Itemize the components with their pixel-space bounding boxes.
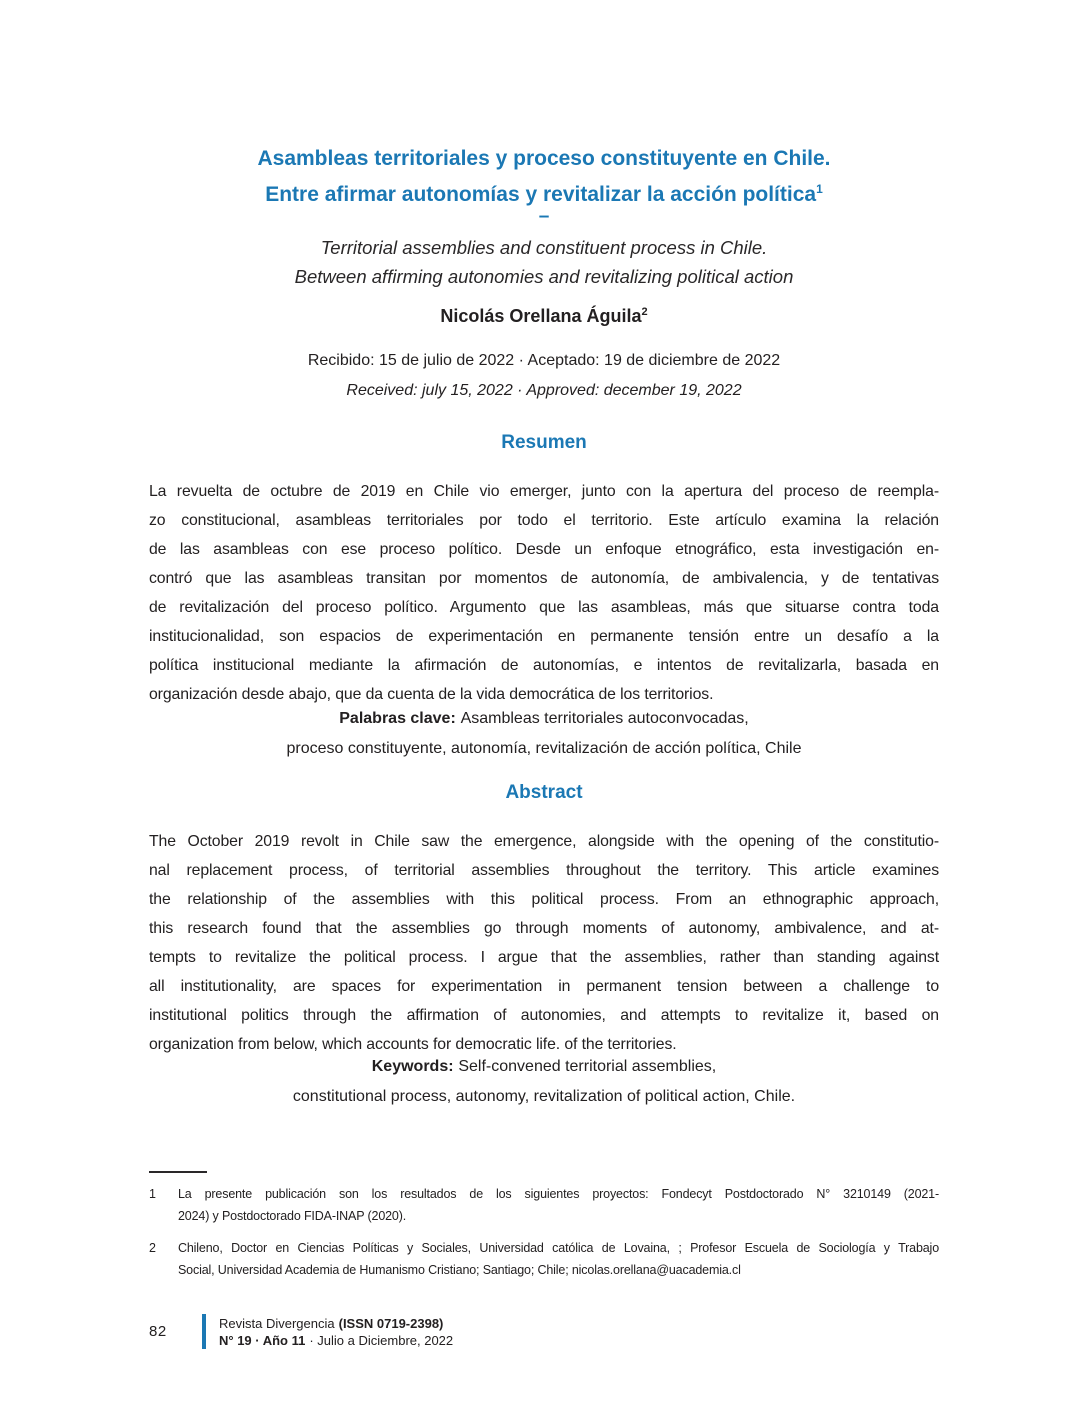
footer-line1 <box>219 1315 453 1332</box>
text-line: tempts to revitalize the political process. I argue that the assemblies, rather than standing against <box>149 949 939 966</box>
page-number: 82 <box>149 1323 167 1340</box>
journal-issn: (ISSN 0719-2398) <box>338 1315 444 1331</box>
keywords-en-text1: Self-convened territorial assemblies, <box>458 1058 717 1075</box>
keywords-es-line1 <box>149 704 939 734</box>
footnote-rule <box>149 1171 207 1173</box>
text-line: política institucional mediante la afirmación de autonomías, e intentos de revitalizarla, basada en <box>149 657 939 674</box>
text-line: the relationship of the assemblies with this political process. From an ethnographic approach, <box>149 891 939 908</box>
text-line: de las asambleas con ese proceso político. Desde un enfoque etnográfico, esta investigación en- <box>149 541 939 558</box>
title-footnote-ref: 1 <box>816 182 823 196</box>
footnote-1-number: 1 <box>149 1187 156 1201</box>
text-line: this research found that the assemblies go through moments of autonomy, ambivalence, and at- <box>149 920 939 937</box>
title-en-line2: Between affirming autonomies and revitalizing political action <box>294 266 794 287</box>
keywords-es-text1: Asambleas territoriales autoconvocadas, <box>460 710 749 727</box>
keywords-en-line2: constitutional process, autonomy, revitalization of political action, Chile. <box>292 1087 796 1105</box>
keywords-es-block <box>149 704 939 763</box>
footer-journal-info <box>219 1315 453 1349</box>
text-line: zo constitucional, asambleas territoriales por todo el territorio. Este artículo examina la relación <box>149 512 939 529</box>
footnote-1-text <box>178 1183 939 1227</box>
text-line: all institutionality, are spaces for experimentation in permanent tension between a challenge to <box>149 978 939 995</box>
keywords-en-line1 <box>149 1052 939 1082</box>
keywords-en-block <box>149 1052 939 1111</box>
page-footer <box>149 1314 939 1349</box>
title-en-line1: Territorial assemblies and constituent process in Chile. <box>320 237 768 258</box>
keywords-es-line2: proceso constituyente, autonomía, revitalización de acción política, Chile <box>286 739 802 757</box>
text-line: 2024) y Postdoctorado FIDA-INAP (2020). <box>178 1209 407 1223</box>
title-es-line1 <box>149 144 939 174</box>
resumen-paragraph <box>149 477 939 709</box>
author-footnote-ref: 2 <box>641 306 648 318</box>
issue-period: · Julio a Diciembre, 2022 <box>309 1332 454 1348</box>
text-line: organización desde abajo, que da cuenta de la vida democrática de los territorios. <box>149 686 714 703</box>
text-line: nal replacement process, of territorial assemblies throughout the territory. This article examines <box>149 862 939 879</box>
title-es-line2-text: Entre afirmar autonomías y revitalizar la acción política <box>265 183 817 206</box>
text-line: The October 2019 revolt in Chile saw the emergence, alongside with the opening of the constitutio- <box>149 833 939 850</box>
received-accepted-en: Received: july 15, 2022 · Approved: december 19, 2022 <box>346 382 742 399</box>
title-es-line1-text: Asambleas territoriales y proceso constituyente en Chile. <box>257 147 831 170</box>
resumen-heading: Resumen <box>501 432 587 453</box>
received-accepted-es: Recibido: 15 de julio de 2022 · Aceptado: 19 de diciembre de 2022 <box>307 352 781 369</box>
article-title-es <box>149 144 939 210</box>
footnote-1 <box>149 1183 939 1227</box>
text-line: institucionalidad, son espacios de experimentación en permanente tensión entre un desafío a la <box>149 628 939 645</box>
title-separator-dash: – <box>538 206 550 227</box>
text-line: La presente publicación son los resultados de los siguientes proyectos: Fondecyt Postdoctorado N° 3210149 (2021- <box>178 1187 939 1201</box>
journal-name: Revista Divergencia <box>219 1315 335 1331</box>
issue-number: N° 19 · Año 11 <box>219 1332 306 1348</box>
text-line: Social, Universidad Academia de Humanismo Cristiano; Santiago; Chile; nicolas.orellana@uacademia.cl <box>178 1263 741 1277</box>
text-line: contró que las asambleas transitan por momentos de autonomía, de ambivalencia, y de tentativas <box>149 570 939 587</box>
text-line: institutional politics through the affirmation of autonomies, and attempts to revitalize it, based on <box>149 1007 939 1024</box>
text-line: de revitalización del proceso político. Argumento que las asambleas, más que situarse contra toda <box>149 599 939 616</box>
dates-block <box>149 346 939 406</box>
text-line: Chileno, Doctor en Ciencias Políticas y Sociales, Universidad católica de Lovaina, ; Profesor Escuela de Sociología y Trabajo <box>178 1241 939 1255</box>
author-name <box>149 300 939 328</box>
abstract-heading: Abstract <box>505 782 583 803</box>
keywords-es-label: Palabras clave: <box>339 710 456 727</box>
text-line: organization from below, which accounts for democratic life. of the territories. <box>149 1036 677 1053</box>
text-line: La revuelta de octubre de 2019 en Chile vio emerger, junto con la apertura del proceso de reempla- <box>149 483 939 500</box>
footnote-2 <box>149 1237 939 1281</box>
article-title-en <box>149 233 939 291</box>
footnote-2-number: 2 <box>149 1241 156 1255</box>
keywords-en-label: Keywords: <box>371 1058 454 1075</box>
abstract-paragraph <box>149 827 939 1059</box>
footer-line2 <box>219 1332 453 1349</box>
footer-accent-bar <box>202 1314 206 1349</box>
footnotes-block <box>149 1183 939 1291</box>
footnote-2-text <box>178 1237 939 1281</box>
author-name-text: Nicolás Orellana Águila <box>440 306 642 326</box>
